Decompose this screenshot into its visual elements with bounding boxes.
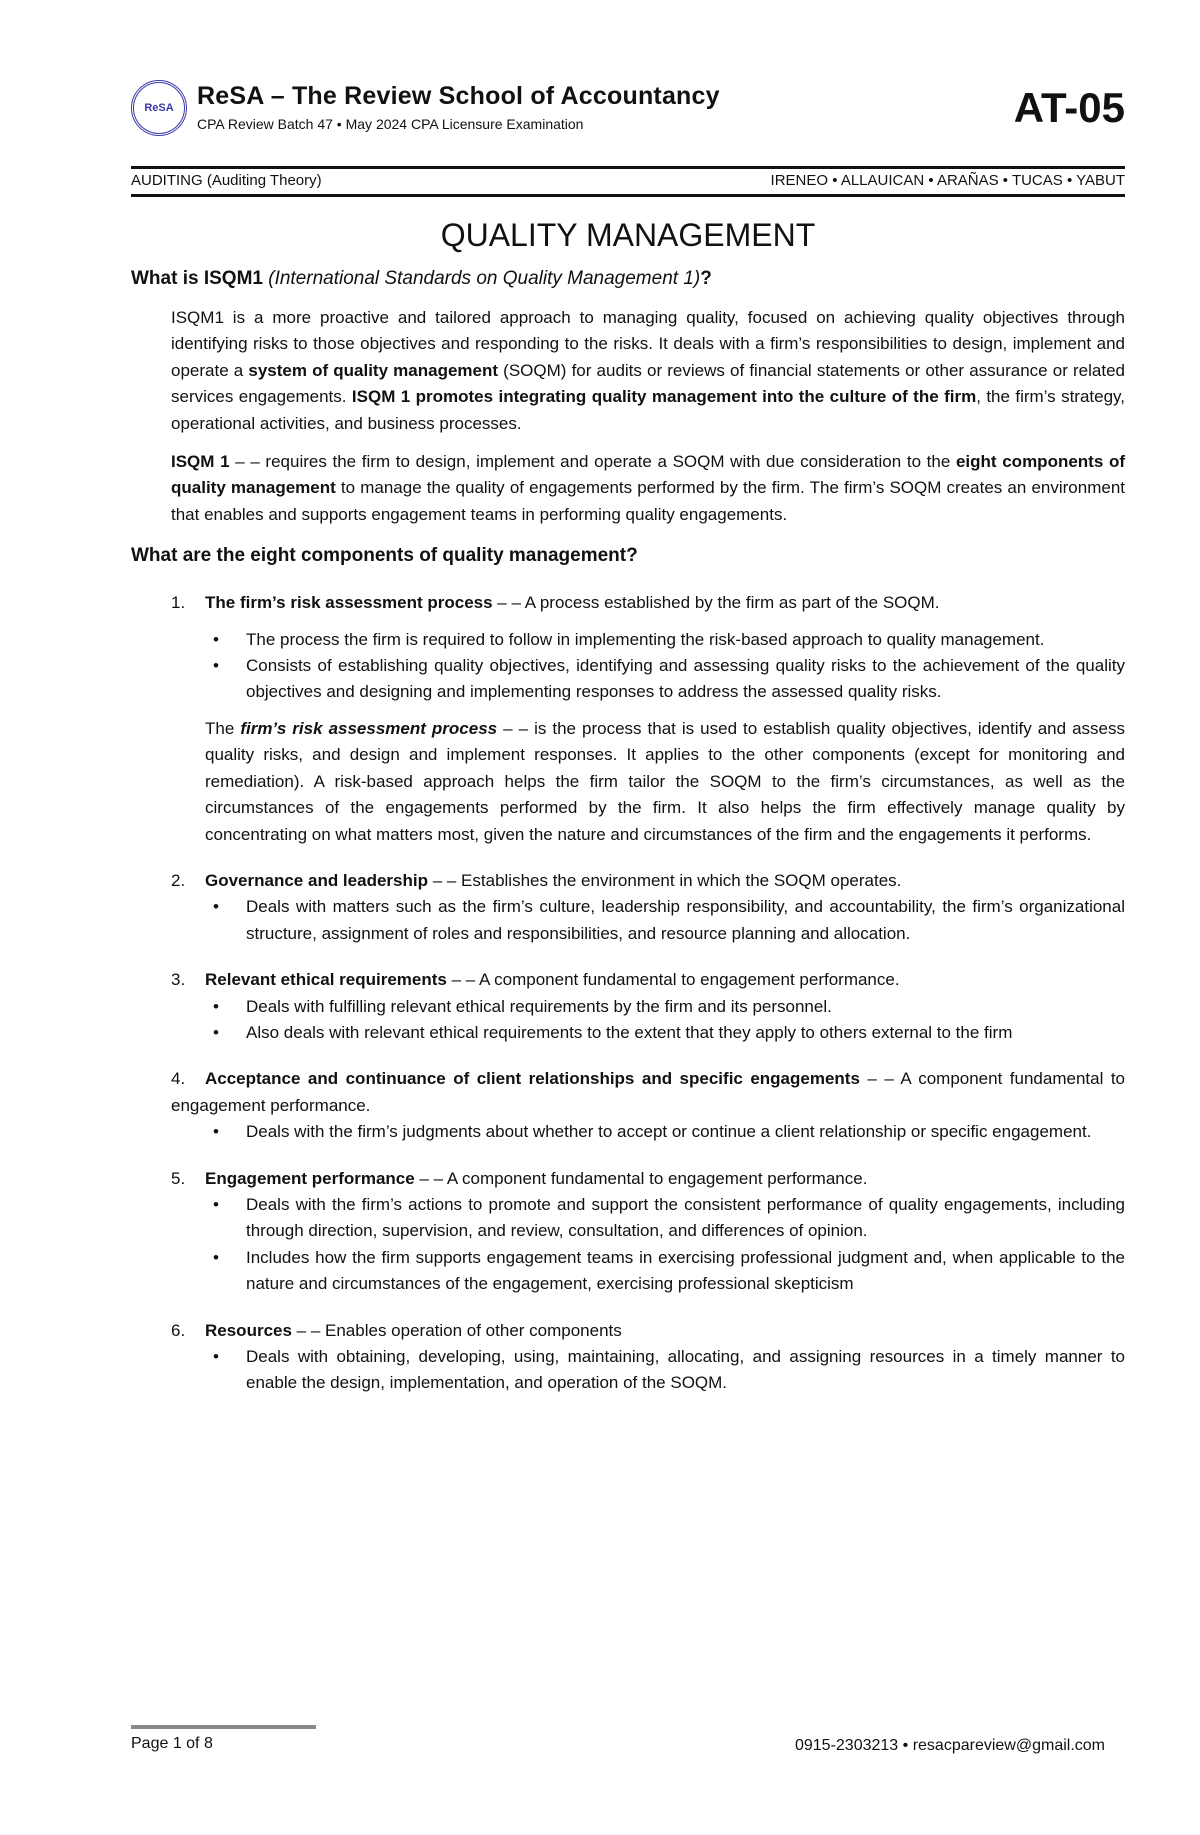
divider <box>131 1725 316 1729</box>
item-description: – – Establishes the environment in which the SOQM operates. <box>427 870 902 890</box>
paragraph: ISQM 1 – – requires the firm to design, implement and operate a SOQM with due consideration to the eight components of quality management to manage the quality of engagements performed by the firm. The firm’s SOQM creates an environment that enables and supports engagement teams in performing quality engagements. <box>171 452 1125 524</box>
divider <box>131 166 1125 169</box>
item-number: 5. <box>171 1168 186 1188</box>
bullet-list <box>211 894 1125 947</box>
question-heading: What are the eight components of quality management? <box>131 545 638 567</box>
question-heading: What is ISQM1 (International Standards on Quality Management 1)? <box>131 268 712 289</box>
authors: IRENEO • ALLAUICAN • ARAÑAS • TUCAS • YABUT <box>770 172 1125 189</box>
item-title: Relevant ethical requirements <box>205 970 447 990</box>
batch-info: CPA Review Batch 47 • May 2024 CPA Licensure Examination <box>197 116 584 132</box>
paragraph: ISQM1 is a more proactive and tailored approach to managing quality, focused on achieving quality objectives through identifying risks to those objectives and responding to the risks. It deals with a firm’s responsibilities to design, implement and operate a system of quality management (SOQM) for audits or reviews of financial statements or other assurance or related services engagements. ISQM 1 promotes integrating quality management into the culture of the firm, the firm’s strategy, operational activities, and business processes. <box>171 308 1126 433</box>
bullet-list <box>211 627 1125 706</box>
bullet-item: • Deals with matters such as the firm’s culture, leadership responsibility, and accountability, the firm’s organizational structure, assignment of roles and responsibilities, and resource planning and allocation. <box>211 894 1125 947</box>
bullet-list <box>211 1192 1125 1298</box>
list-item <box>171 1066 1125 1145</box>
item-description: – – A component fundamental to engagement performance. <box>171 1069 1125 1115</box>
bullet-item: • Deals with fulfilling relevant ethical requirements by the firm and its personnel. <box>211 994 1125 1020</box>
page-number: Page 1 of 8 <box>131 1735 213 1752</box>
resa-logo: ReSA <box>131 80 187 136</box>
subheader <box>131 172 1125 189</box>
page-title: QUALITY MANAGEMENT <box>440 217 816 253</box>
bullet-item: • Deals with the firm’s judgments about whether to accept or continue a client relationship or specific engagement. <box>211 1119 1125 1145</box>
item-title: Engagement performance <box>205 1168 415 1188</box>
bullet-item: • Includes how the firm supports engagement teams in exercising professional judgment and, when applicable to the nature and circumstances of the engagement, exercising professional skepticism <box>211 1245 1125 1298</box>
bullet-item: • Consists of establishing quality objectives, identifying and assessing quality risks to the achievement of the quality objectives and designing and implementing responses to address the assessed quality risks. <box>211 653 1125 706</box>
list-item <box>171 967 1125 1046</box>
list-item <box>171 1318 1125 1397</box>
item-description: – – Enables operation of other components <box>291 1320 622 1340</box>
list-item <box>171 868 1125 947</box>
item-description: – – A process established by the firm as part of the SOQM. <box>492 593 940 613</box>
divider <box>131 194 1125 197</box>
item-number: 1. <box>171 593 186 613</box>
bullet-item: • Also deals with relevant ethical requirements to the extent that they apply to others external to the firm <box>211 1020 1125 1046</box>
item-number: 2. <box>171 870 186 890</box>
page-footer <box>131 1725 1125 1753</box>
item-title: Resources <box>205 1320 292 1340</box>
bullet-list <box>211 1119 1125 1145</box>
document-body <box>131 205 1125 1397</box>
item-title: The firm’s risk assessment process <box>205 593 493 613</box>
list-item <box>171 1166 1125 1298</box>
item-number: 4. <box>171 1069 186 1089</box>
bullet-item: • The process the firm is required to follow in implementing the risk-based approach to quality management. <box>211 627 1125 653</box>
bullet-list <box>211 1344 1125 1397</box>
page-header <box>131 80 1125 170</box>
document-code: AT-05 <box>1013 84 1125 131</box>
item-description: – – A component fundamental to engagement performance. <box>414 1168 868 1188</box>
contact-info: 0915-2303213 • resacpareview@gmail.com <box>794 1737 1105 1754</box>
item-description: – – A component fundamental to engagement performance. <box>446 970 900 990</box>
components-list <box>171 590 1125 1397</box>
bullet-item: • Deals with the firm’s actions to promote and support the consistent performance of quality engagements, including through direction, supervision, and review, consultation, and differences of opinion. <box>211 1192 1125 1245</box>
bullet-list <box>211 994 1125 1047</box>
item-number: 6. <box>171 1320 186 1340</box>
list-item <box>171 590 1125 848</box>
school-name: ReSA – The Review School of Accountancy <box>197 82 720 110</box>
item-number: 3. <box>171 970 186 990</box>
subject: AUDITING (Auditing Theory) <box>131 172 322 189</box>
item-title: Acceptance and continuance of client relationships and specific engagements <box>205 1069 860 1089</box>
bullet-item: • Deals with obtaining, developing, using, maintaining, allocating, and assigning resources in a timely manner to enable the design, implementation, and operation of the SOQM. <box>211 1344 1125 1397</box>
item-title: Governance and leadership <box>205 870 428 890</box>
paragraph: The firm’s risk assessment process – – is the process that is used to establish quality objectives, identify and assess quality risks, and design and implement responses. It applies to the other components (except for monitoring and remediation). A risk-based approach helps the firm tailor the SOQM to the firm’s circumstances, as well as the circumstances of the engagements performed by the firm. It also helps the firm effectively manage quality by concentrating on what matters most, given the nature and circumstances of the firm and the engagements it performs. <box>205 718 1125 844</box>
